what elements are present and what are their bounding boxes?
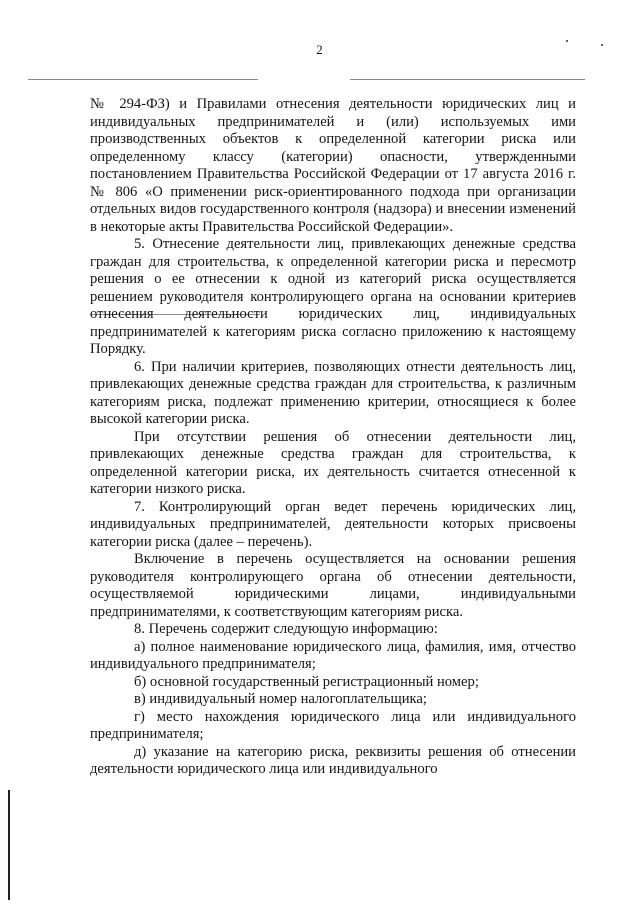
paragraph: б) основной государственный регистрационный номер; [134,673,479,690]
margin-scan-mark [8,790,10,900]
scan-artifact-line [350,79,585,80]
paragraph: 7. Контролирующий орган ведет перечень юридических лиц, индивидуальных предпринимателей, деятельности которых присвоены категории риска (далее – перечень). [90,498,576,550]
paragraph: г) место нахождения юридического лица или индивидуального предпринимателя; [90,708,576,742]
paragraph: в) индивидуальный номер налогоплательщика; [134,691,427,707]
scan-artifact-line [28,79,258,80]
paragraph: 5. Отнесение деятельности лиц, привлекающих денежные средства граждан для строительства, к определенной категории риска и пересмотр решения о ее отнесении к одной из категорий риска осуществляется решением руководителя контролирующего органа на основании критериев отнесения деятельности юридических лиц, индивидуальных предпринимателей к категориям риска согласно приложению к настоящему Порядку. [90,236,576,357]
paragraph: а) полное наименование юридического лица, фамилия, имя, отчество индивидуального предпринимателя; [90,638,576,672]
paragraph: 6. При наличии критериев, позволяющих отнести деятельность лиц, привлекающих денежные средства граждан для строительства, к различным категориям риска, подлежат применению критерии, относящиеся к более высокой категории риска. [90,358,576,427]
paragraph: 8. Перечень содержит следующую информацию: [134,621,438,637]
paragraph: № 294-ФЗ) и Правилами отнесения деятельности юридических лиц и индивидуальных предпринимателей и (или) используемых ими производственных объектов к определенной категории риска или определенному классу (категории) опасности, утвержденными постановлением Правительства Российской Федерации от 17 августа 2016 г. № 806 «О применении риск-ориентированного подхода при организации отдельных видов государственного контроля (надзора) и внесении изменений в некоторые акты Правительства Российской Федерации». [90,96,576,235]
page-number: 2 [316,42,323,57]
scan-speck [566,40,568,42]
paragraph: Включение в перечень осуществляется на основании решения руководителя контролирующего органа об отнесении деятельности, осуществляемой юридическими лицами, индивидуальными предпринимателями, к соответствующим категориям риска. [90,551,576,620]
paragraph: д) указание на категорию риска, реквизиты решения об отнесении деятельности юридического лица или индивидуального [90,743,576,777]
scan-speck [601,44,603,46]
document-body [90,96,576,779]
paragraph: При отсутствии решения об отнесении деятельности лиц, привлекающих денежные средства граждан для строительства, к определенной категории риска, их деятельность считается отнесенной к категории низкого риска. [90,428,576,497]
